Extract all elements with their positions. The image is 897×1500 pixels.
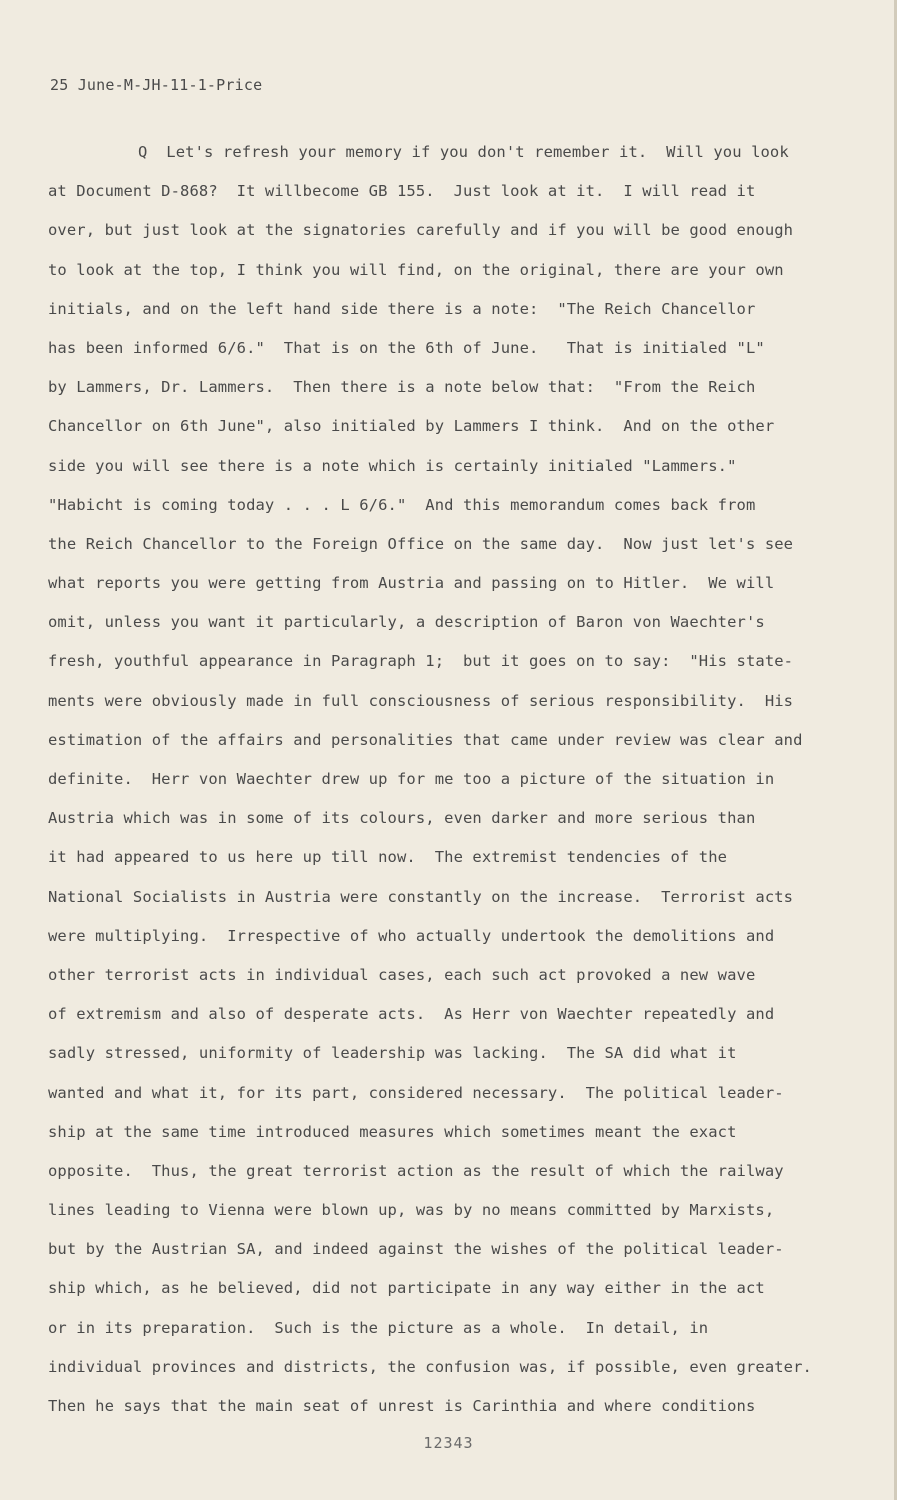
text-line: but by the Austrian SA, and indeed against the wishes of the political leader- (48, 1240, 784, 1259)
text-line: ship at the same time introduced measures which sometimes meant the exact (48, 1122, 737, 1141)
text-line: Q Let's refresh your memory if you don't remember it. Will you look (138, 143, 789, 161)
text-line: definite. Herr von Waechter drew up for me too a picture of the situation in (48, 770, 775, 788)
text-line: or in its preparation. Such is the picture as a whole. In detail, in (48, 1318, 709, 1337)
text-line: Then he says that the main seat of unrest is Carinthia and where conditions (48, 1397, 756, 1415)
text-line: ments were obviously made in full consciousness of serious responsibility. His (48, 691, 794, 710)
text-line: what reports you were getting from Austria and passing on to Hitler. We will (48, 574, 775, 593)
text-line: Chancellor on 6th June", also initialed by Lammers I think. And on the other (48, 417, 775, 436)
text-line: wanted and what it, for its part, considered necessary. The political leader- (48, 1083, 784, 1102)
text-line: it had appeared to us here up till now. The extremist tendencies of the (48, 848, 728, 867)
text-line: ship which, as he believed, did not participate in any way either in the act (48, 1279, 765, 1298)
text-line: sadly stressed, uniformity of leadership was lacking. The SA did what it (48, 1044, 737, 1063)
text-line: has been informed 6/6." That is on the 6th of June. That is initialed "L" (48, 338, 765, 357)
text-line: estimation of the affairs and personalities that came under review was clear and (48, 730, 803, 749)
text-line: omit, unless you want it particularly, a description of Baron von Waechter's (48, 613, 765, 632)
text-line: National Socialists in Austria were constantly on the increase. Terrorist acts (48, 887, 794, 906)
text-line: over, but just look at the signatories carefully and if you will be good enough (48, 221, 794, 240)
text-line: opposite. Thus, the great terrorist action as the result of which the railway (48, 1161, 784, 1180)
text-line: Austria which was in some of its colours, even darker and more serious than (48, 809, 756, 828)
document-header: 25 June-M-JH-11-1-Price (50, 76, 263, 94)
text-line: to look at the top, I think you will find, on the original, there are your own (48, 260, 784, 279)
text-line: initials, and on the left hand side there is a note: "The Reich Chancellor (48, 299, 756, 318)
text-line: at Document D-868? It willbecome GB 155. Just look at it. I will read it (48, 182, 756, 201)
text-line: "Habicht is coming today . . . L 6/6." And this memorandum comes back from (48, 495, 756, 514)
text-line: individual provinces and districts, the confusion was, if possible, even greater. (48, 1357, 812, 1376)
text-line: fresh, youthful appearance in Paragraph 1; but it goes on to say: "His state- (48, 652, 794, 671)
text-line: by Lammers, Dr. Lammers. Then there is a note below that: "From the Reich (48, 378, 756, 397)
page-number: 12343 (423, 1434, 474, 1452)
text-line: were multiplying. Irrespective of who actually undertook the demolitions and (48, 926, 775, 945)
transcript-body (48, 133, 848, 1426)
text-line: of extremism and also of desperate acts. As Herr von Waechter repeatedly and (48, 1005, 775, 1024)
text-line: the Reich Chancellor to the Foreign Office on the same day. Now just let's see (48, 534, 794, 553)
text-line: lines leading to Vienna were blown up, was by no means committed by Marxists, (48, 1201, 775, 1220)
text-line: other terrorist acts in individual cases, each such act provoked a new wave (48, 965, 756, 984)
text-line: side you will see there is a note which is certainly initialed "Lammers." (48, 456, 737, 475)
